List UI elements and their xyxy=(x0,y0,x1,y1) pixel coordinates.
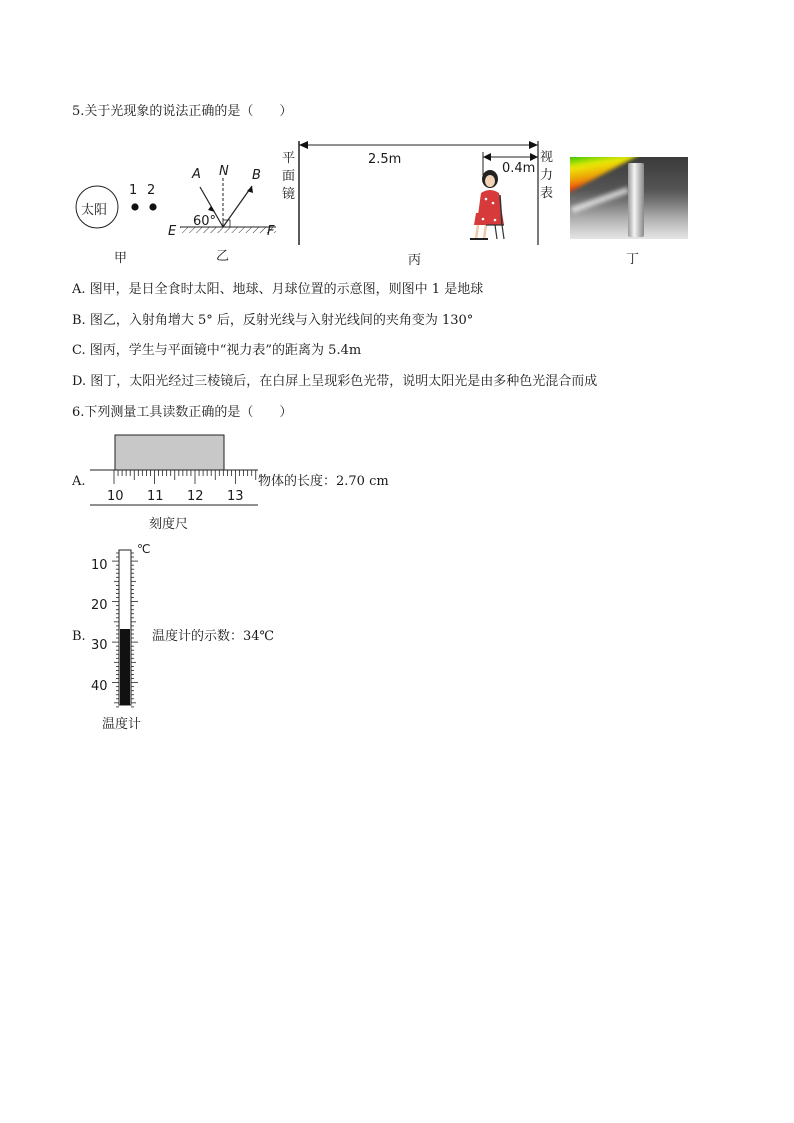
angle-label: 60° xyxy=(193,214,217,229)
ruler-ticks xyxy=(114,470,256,484)
caption-jia: 甲 xyxy=(114,251,128,266)
caption-ding: 丁 xyxy=(626,252,640,267)
label-N: N xyxy=(219,164,229,179)
q6-stem: 6.下列测量工具读数正确的是（ ） xyxy=(72,405,293,420)
label-B: B xyxy=(252,168,261,183)
sun-label: 太阳 xyxy=(81,203,108,218)
thermometer-reading: 温度计的示数：34℃ xyxy=(152,629,275,644)
ruler-tick-11: 11 xyxy=(147,489,164,504)
q5-option-a: A. 图甲，是日全食时太阳、地球、月球位置的示意图，则图中 1 是地球 xyxy=(72,282,484,297)
q6-option-b-letter: B. xyxy=(72,629,86,644)
distance-total-label: 2.5m xyxy=(368,152,402,167)
q5-option-d: D. 图丁，太阳光经过三棱镜后，在白屏上呈现彩色光带，说明太阳光是由多种色光混合而成 xyxy=(72,374,598,389)
label-F: F xyxy=(267,224,275,239)
ruler-tick-10: 10 xyxy=(107,489,124,504)
chart-label-3: 表 xyxy=(540,186,554,201)
marker-2: 2 xyxy=(147,183,156,198)
body-2-dot xyxy=(149,203,156,210)
thermometer-caption: 温度计 xyxy=(102,717,142,732)
ruler-reading: 物体的长度：2.70 cm xyxy=(258,474,389,489)
mercury-column xyxy=(120,629,130,705)
label-E: E xyxy=(168,224,177,239)
ruler-caption: 刻度尺 xyxy=(149,517,189,532)
label-A: A xyxy=(192,167,201,182)
ruler-tick-13: 13 xyxy=(227,489,244,504)
q5-option-c: C. 图丙，学生与平面镜中“视力表”的距离为 5.4m xyxy=(72,343,362,358)
student-figure xyxy=(470,170,504,239)
q6-option-a-letter: A. xyxy=(72,474,86,489)
chart-label-2: 力 xyxy=(540,168,554,183)
thermo-tick-10: 10 xyxy=(91,558,108,573)
thermo-tick-40: 40 xyxy=(91,679,108,694)
mirror-label-2: 面 xyxy=(282,169,296,184)
reflected-ray xyxy=(223,186,252,227)
chart-label-1: 视 xyxy=(540,150,554,165)
caption-bing: 丙 xyxy=(408,253,422,268)
thermometer-figure xyxy=(108,545,148,710)
mirror-label-1: 平 xyxy=(282,151,296,166)
mirror-label-3: 镜 xyxy=(282,187,296,202)
mirror-distance-diagram xyxy=(290,135,550,255)
q5-stem: 5.关于光现象的说法正确的是（ ） xyxy=(72,104,293,119)
thermo-tick-30: 30 xyxy=(91,638,108,653)
distance-short-label: 0.4m xyxy=(502,161,536,176)
q5-option-b: B. 图乙，入射角增大 5° 后，反射光线与入射光线间的夹角变为 130° xyxy=(72,313,474,328)
prism-photo xyxy=(570,157,688,239)
marker-1: 1 xyxy=(129,183,138,198)
thermo-tick-20: 20 xyxy=(91,598,108,613)
ruler-tick-12: 12 xyxy=(187,489,204,504)
measured-block xyxy=(115,435,224,470)
thermometer-unit: ℃ xyxy=(137,542,151,556)
caption-yi: 乙 xyxy=(216,249,230,264)
body-1-dot xyxy=(131,203,138,210)
